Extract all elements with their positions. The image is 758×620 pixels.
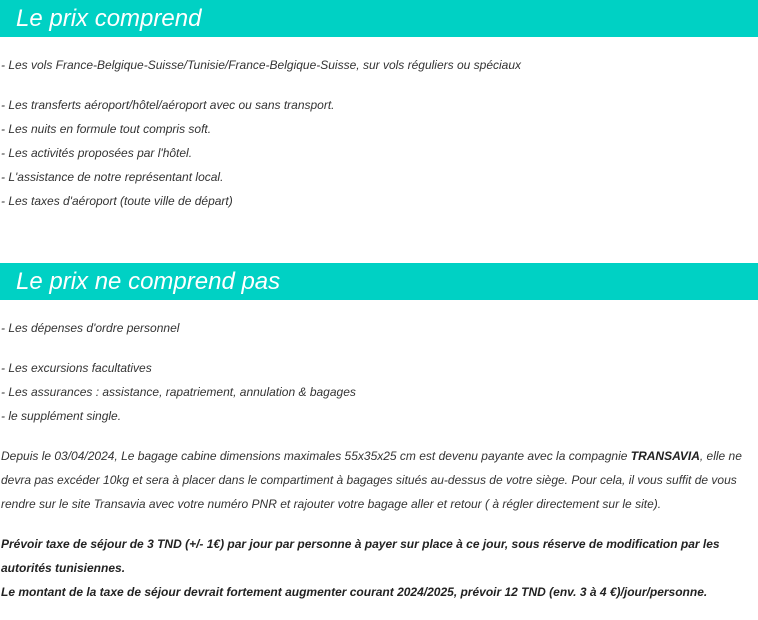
list-item: - Les nuits en formule tout compris soft. (1, 122, 212, 136)
list-item: - Les taxes d'aéroport (toute ville de départ) (1, 194, 233, 208)
list-item: - L'assistance de notre représentant local. (1, 170, 224, 184)
tax-note-line-2: Le montant de la taxe de séjour devrait fortement augmenter courant 2024/2025, prévoir 12 TND (env. 3 à 4 €)/jour/personne. (1, 585, 708, 599)
baggage-note-text-end: , elle ne devra pas excéder 10kg et sera à placer dans le compartiment à bagages situés au-dessus de votre siège. Pour cela, il vous suffit de vous rendre sur le site Transavia avec votre numéro PNR et rajouter votre bagage aller et retour ( à régler directement sur le site). (1, 449, 742, 511)
airline-name: TRANSAVIA (630, 449, 700, 463)
list-item: - Les activités proposées par l'hôtel. (1, 146, 193, 160)
baggage-note (1, 444, 756, 516)
list-item: - Les transferts aéroport/hôtel/aéroport avec ou sans transport. (1, 98, 335, 112)
baggage-note-text: Depuis le 03/04/2024, Le bagage cabine dimensions maximales 55x35x25 cm est devenu payante avec la compagnie (1, 449, 631, 463)
list-item: - Les dépenses d'ordre personnel (1, 321, 180, 335)
list-item: - Les excursions facultatives (1, 361, 152, 375)
excluded-list (1, 316, 757, 428)
included-section-title: Le prix comprend (0, 0, 758, 37)
list-item: - le supplément single. (1, 409, 122, 423)
tax-note (1, 532, 756, 604)
list-item: - Les vols France-Belgique-Suisse/Tunisie/France-Belgique-Suisse, sur vols réguliers ou spéciaux (1, 58, 522, 72)
included-list (1, 53, 757, 213)
list-item: - Les assurances : assistance, rapatriement, annulation & bagages (1, 385, 356, 399)
tax-note-line-1: Prévoir taxe de séjour de 3 TND (+/- 1€) par jour par personne à payer sur place à ce jour, sous réserve de modification par les autorités tunisiennes. (1, 537, 720, 575)
excluded-section-title: Le prix ne comprend pas (0, 263, 758, 300)
